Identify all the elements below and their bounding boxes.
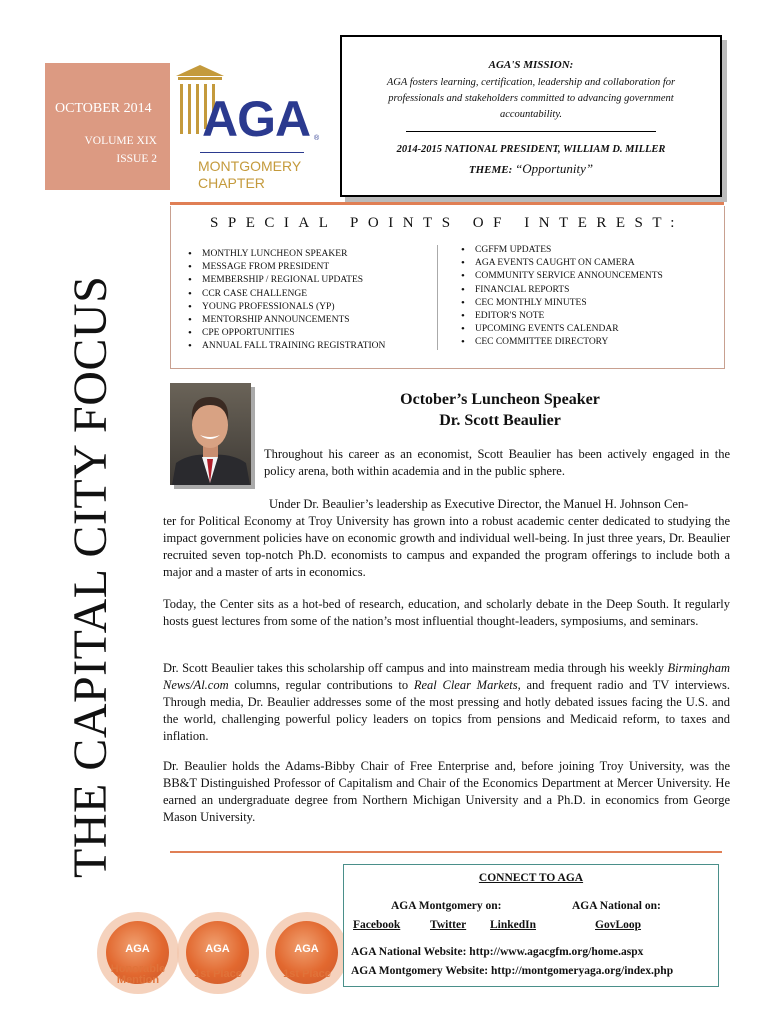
badge-logo: AGA [125, 943, 150, 955]
badge-caption-line: Honorable [110, 963, 166, 975]
publication-name: Birmingham News/Al.com [163, 661, 730, 692]
article-heading-line1: October’s Luncheon Speaker [400, 391, 600, 408]
article-paragraph-3 [163, 596, 730, 630]
article-paragraph-2-lead [269, 496, 730, 513]
issue-month: OCTOBER 2014 [55, 101, 152, 116]
badge-caption-line: Mention [116, 974, 160, 986]
newsletter-title: THE CAPITAL CITY FOCUS [64, 275, 117, 878]
list-item: • AGA EVENTS CAUGHT ON CAMERA [455, 257, 663, 270]
list-item: • ANNUAL FALL TRAINING REGISTRATION [182, 340, 385, 353]
theme-line [342, 161, 720, 177]
text-run: , and frequent radio and TV interviews. Through media, Dr. Beaulier addresses some of the most pressing and hotly debated issues facing the U.S. and the world, challenging powerful policy leaders on topics from pensions and Medicaid reform, to taxes and inflation. [163, 678, 730, 743]
list-item: • MEMBERSHIP / REGIONAL UPDATES [182, 274, 385, 287]
mission-text: AGA fosters learning, certification, leadership and collaboration for professionals and stakeholders committed to advancing government accountability. [386, 77, 676, 120]
paragraph-text: ter for Political Economy at Troy University has grown into a robust academic center dedicated to studying the impact government policies have on economic growth and individual well-being. In just three years, Dr. Beaulier recruited seven top-notch Ph.D. economists to campus and expanded the program offerings to include both a major and a master of arts in economics. [163, 514, 730, 579]
logo-divider [200, 152, 304, 153]
text-run: Dr. Scott Beaulier takes this scholarship off campus and into mainstream media through his weekly [163, 661, 668, 675]
poi-list-right [455, 244, 663, 350]
poi-top-rule [170, 202, 724, 205]
list-item: • UPCOMING EVENTS CALENDAR [455, 323, 663, 336]
govloop-link[interactable]: GovLoop [595, 919, 642, 931]
paragraph-text: Throughout his career as an economist, Scott Beaulier has been actively engaged in the policy arena, both within academia and in the public sphere. [264, 447, 730, 478]
facebook-link[interactable]: Facebook [353, 919, 401, 931]
mission-box [340, 35, 722, 197]
list-item: • MONTHLY LUNCHEON SPEAKER [182, 248, 385, 261]
chapter-line-1: MONTGOMERY [198, 158, 302, 174]
list-item: • YOUNG PROFESSIONALS (YP) [182, 301, 385, 314]
list-item: • MENTORSHIP ANNOUNCEMENTS [182, 314, 385, 327]
linkedin-link[interactable]: LinkedIn [490, 919, 537, 931]
list-item: • CEC COMMITTEE DIRECTORY [455, 336, 663, 349]
points-of-interest-title: SPECIAL POINTS OF INTEREST: [210, 215, 684, 231]
badge-logo: AGA [205, 943, 230, 955]
theme-value: “Opportunity” [515, 161, 594, 176]
list-item: • CGFFM UPDATES [455, 244, 663, 257]
registered-mark: ® [314, 135, 320, 142]
award-badge-first-place-1 [173, 912, 263, 1012]
montgomery-label: AGA Montgomery on: [391, 900, 502, 912]
list-item: • COMMUNITY SERVICE ANNOUNCEMENTS [455, 270, 663, 283]
list-item: • CCR CASE CHALLENGE [182, 288, 385, 301]
aga-logo-text: AGA [202, 91, 311, 147]
text-run: columns, regular contributions to [228, 678, 414, 692]
issue-number: ISSUE 2 [116, 153, 157, 165]
article-paragraph-4 [163, 660, 730, 745]
twitter-link[interactable]: Twitter [430, 919, 467, 931]
badge-logo: AGA [294, 943, 319, 955]
national-website-link[interactable]: AGA National Website: http://www.agacgfm.org/home.aspx [351, 946, 644, 958]
list-item: • FINANCIAL REPORTS [455, 284, 663, 297]
connect-title: CONNECT TO AGA [478, 872, 584, 884]
article-heading [350, 389, 650, 431]
paragraph-text: Under Dr. Beaulier’s leadership as Executive Director, the Manuel H. Johnson Cen- [269, 497, 689, 511]
connect-box [343, 864, 719, 987]
mission-divider [406, 131, 656, 132]
issue-volume: VOLUME XIX [84, 135, 157, 147]
article-heading-line2: Dr. Scott Beaulier [439, 412, 561, 429]
list-item: • CEC MONTHLY MINUTES [455, 297, 663, 310]
publication-name: Real Clear Markets [413, 678, 518, 692]
badge-caption: 1st Place [283, 968, 331, 980]
montgomery-website-link[interactable]: AGA Montgomery Website: http://montgomeryaga.org/index.php [351, 965, 674, 977]
award-badge-honorable-mention [93, 912, 183, 1012]
speaker-photo [170, 383, 251, 485]
article-paragraph-1 [264, 446, 730, 480]
issue-date-box [45, 63, 170, 190]
list-item: • CPE OPPORTUNITIES [182, 327, 385, 340]
award-badge-first-place-2 [262, 912, 352, 1012]
mission-heading: AGA'S MISSION: [488, 59, 574, 71]
article-paragraph-5 [163, 758, 730, 826]
paragraph-text: Today, the Center sits as a hot-bed of research, education, and scholarly debate in the Deep South. It regularly hosts guest lectures from some of the nation’s most influential thought-leaders, symposiums, and seminars. [163, 597, 730, 628]
list-item: • EDITOR'S NOTE [455, 310, 663, 323]
badge-caption [93, 964, 183, 986]
paragraph-text [163, 660, 730, 745]
list-item: • MESSAGE FROM PRESIDENT [182, 261, 385, 274]
article-bottom-rule [170, 851, 722, 853]
national-president: 2014-2015 NATIONAL PRESIDENT, WILLIAM D. MILLER [396, 144, 666, 155]
theme-label: THEME: [468, 164, 513, 176]
aga-montgomery-logo [174, 62, 324, 197]
article-paragraph-2 [163, 513, 730, 581]
speaker-portrait [170, 383, 251, 485]
national-label: AGA National on: [572, 900, 661, 912]
poi-column-divider [437, 245, 438, 350]
badge-caption: 1st Place [194, 968, 242, 980]
chapter-line-2: CHAPTER [198, 175, 265, 191]
paragraph-text: Dr. Beaulier holds the Adams-Bibby Chair of Free Enterprise and, before joining Troy University, was the BB&T Distinguished Professor of Capitalism and Chair of the Economics Department at Mercer University. He earned an undergraduate degree from Northern Michigan University and a Ph.D. in economics from George Mason University. [163, 759, 730, 824]
poi-list-left [182, 248, 385, 354]
